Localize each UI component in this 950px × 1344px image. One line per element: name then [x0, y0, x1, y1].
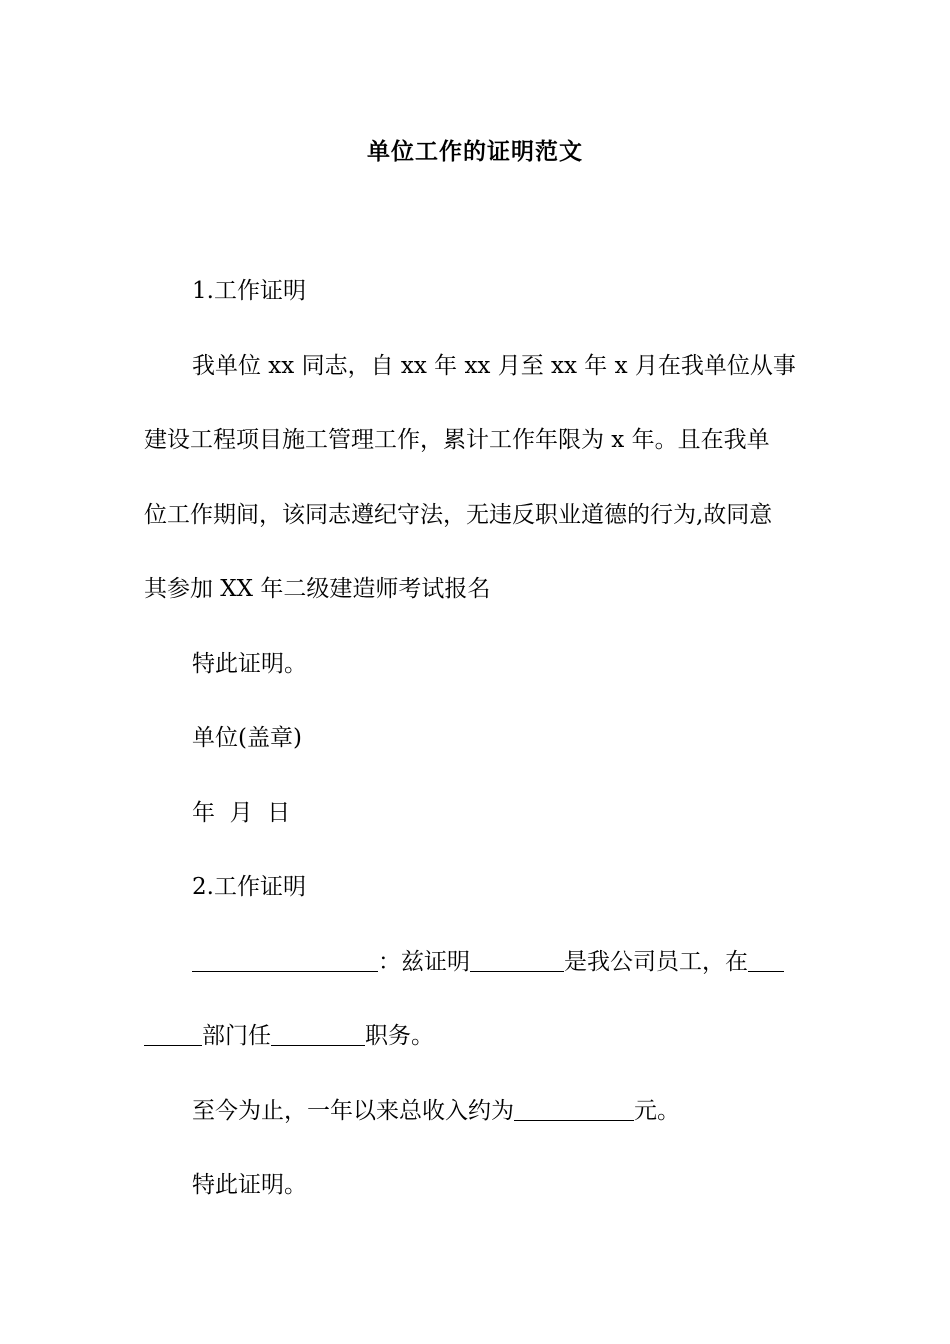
- blank-department-start: [748, 946, 784, 972]
- employee-text: 是我公司员工，在: [564, 948, 748, 975]
- section1-date-line: 年 月 日: [192, 799, 291, 826]
- section2-certify-line-1: [144, 925, 808, 1000]
- section2-closing: 特此证明。: [192, 1172, 307, 1198]
- document-body: [144, 254, 808, 1223]
- section1-paragraph-line-3: 位工作期间，该同志遵纪守法，无违反职业道德的行为,故同意: [144, 501, 773, 528]
- blank-recipient: [192, 946, 378, 972]
- section1-paragraph-line-1: 我单位 xx 同志，自 xx 年 xx 月至 xx 年 x 月在我单位从事: [192, 352, 796, 379]
- section1-paragraph-line-4: 其参加 XX 年二级建造师考试报名: [144, 576, 491, 602]
- department-text: 部门任: [202, 1023, 271, 1049]
- document-title: 单位工作的证明范文: [367, 138, 583, 165]
- section2-income-line: [144, 1074, 808, 1149]
- section1-unit-seal: 单位(盖章): [192, 725, 302, 751]
- certify-text: ：兹证明: [378, 948, 470, 975]
- blank-employee-name: [470, 946, 564, 972]
- income-text: 至今为止，一年以来总收入约为: [192, 1097, 514, 1124]
- blank-position: [271, 1020, 365, 1046]
- section2-certify-line-2: [144, 999, 808, 1074]
- income-unit-text: 元。: [634, 1097, 680, 1124]
- blank-income: [514, 1095, 634, 1121]
- position-text: 职务。: [365, 1023, 434, 1049]
- section1-paragraph-line-2: 建设工程项目施工管理工作，累计工作年限为 x 年。且在我单: [144, 427, 770, 453]
- section1-closing: 特此证明。: [192, 650, 307, 677]
- blank-department-end: [144, 1020, 202, 1046]
- section1-heading: 1.工作证明: [192, 278, 306, 304]
- section2-heading: 2.工作证明: [192, 874, 306, 900]
